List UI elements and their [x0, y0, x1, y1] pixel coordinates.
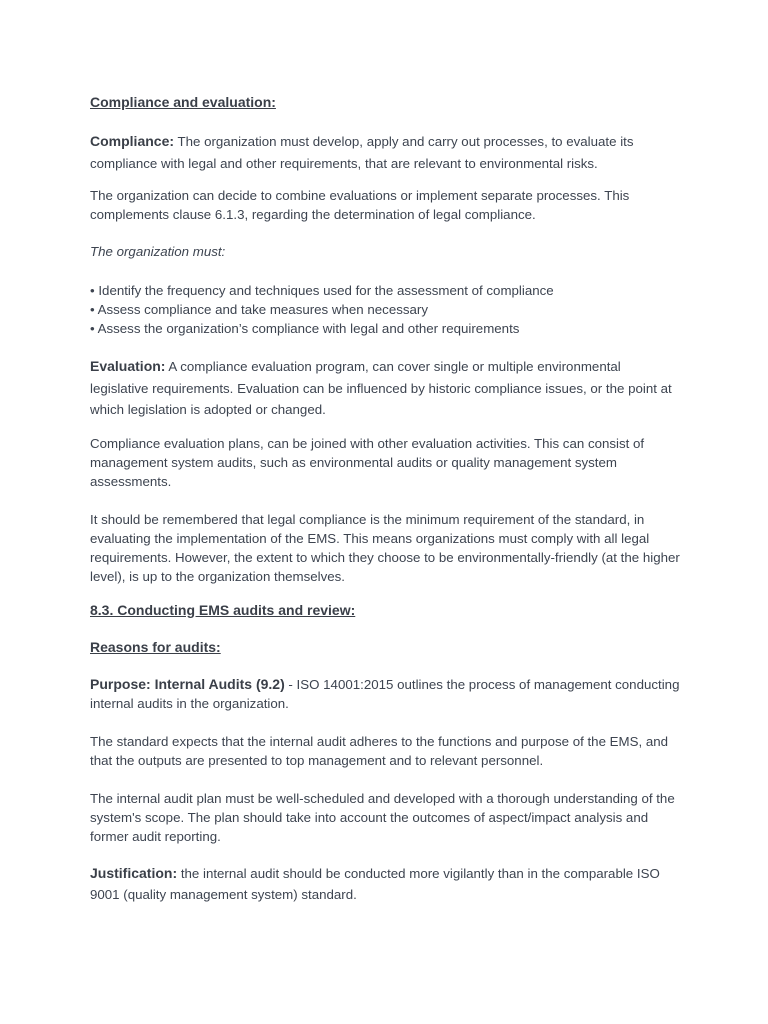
bullet-list: [90, 281, 682, 338]
paragraph-evaluation-plans: Compliance evaluation plans, can be joined with other evaluation activities. This can consist of management system audits, such as environmental audits or quality management system assessments.: [90, 435, 645, 489]
paragraph-evaluation: [90, 356, 682, 421]
list-item: • Identify the frequency and techniques used for the assessment of compliance: [90, 283, 554, 298]
paragraph-legal-compliance-minimum: It should be remembered that legal compliance is the minimum requirement of the standard, in evaluating the implementation of the EMS. This means organizations must comply with all legal requirements. However, the extent to which they choose to be environmentally-friendly (at the higher level), is up to the organization themselves.: [90, 511, 680, 584]
paragraph-compliance: [90, 131, 682, 174]
document-page: [90, 93, 682, 906]
justification-text: the internal audit should be conducted more vigilantly than in the comparable ISO 9001 (quality management system) standard.: [90, 865, 660, 902]
paragraph-audit-plan: The internal audit plan must be well-scheduled and developed with a thorough understanding of the system's scope. The plan should take into account the outcomes of aspect/impact analysis and former audit reporting.: [90, 790, 675, 844]
purpose-label: Purpose: Internal Audits (9.2): [90, 675, 285, 692]
paragraph-purpose-internal-audits: [90, 675, 682, 713]
justification-label: Justification:: [90, 864, 178, 881]
list-item: • Assess compliance and take measures when necessary: [90, 302, 428, 317]
section-heading-ems-audits: 8.3. Conducting EMS audits and review:: [90, 601, 356, 618]
list-item: • Assess the organization’s compliance with legal and other requirements: [90, 321, 520, 336]
compliance-text: The organization must develop, apply and carry out processes, to evaluate its compliance with legal and other requirements, that are relevant to environmental risks.: [90, 134, 634, 171]
paragraph-organization-must: The organization must:: [90, 244, 226, 259]
evaluation-text: A compliance evaluation program, can cover single or multiple environmental legislative requirements. Evaluation can be influenced by historic compliance issues, or the point at which legislation is adopted or changed.: [90, 359, 672, 417]
paragraph-combine-evaluations: The organization can decide to combine evaluations or implement separate processes. This complements clause 6.1.3, regarding the determination of legal compliance.: [90, 188, 630, 222]
section-heading-compliance-evaluation: Compliance and evaluation:: [90, 94, 276, 110]
compliance-label: Compliance:: [90, 133, 175, 149]
paragraph-justification: [90, 863, 682, 906]
purpose-text: - ISO 14001:2015 outlines the process of management conducting internal audits in the organization.: [90, 676, 680, 711]
paragraph-standard-expects: The standard expects that the internal audit adheres to the functions and purpose of the EMS, and that the outputs are presented to top management and to relevant personnel.: [90, 733, 669, 768]
section-heading-reasons-for-audits: Reasons for audits:: [90, 638, 221, 655]
evaluation-label: Evaluation:: [90, 358, 166, 374]
